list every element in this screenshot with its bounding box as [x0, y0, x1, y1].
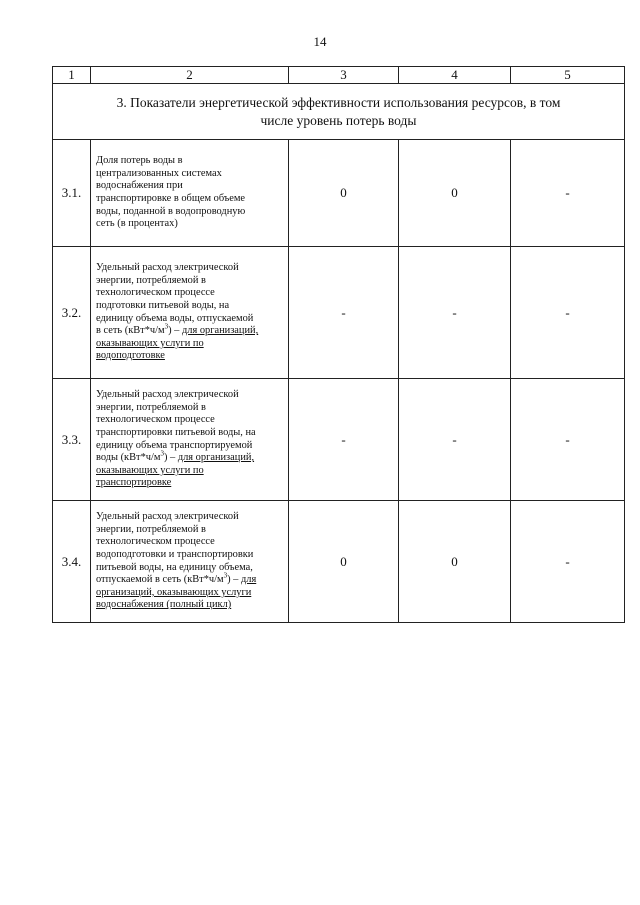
value-col-3: 0 [289, 501, 399, 623]
value-col-5: - [511, 501, 625, 623]
header-cell-2: 2 [91, 67, 289, 84]
value-col-5: - [511, 247, 625, 379]
row-number: 3.2. [53, 247, 91, 379]
desc-line: водоподготовки и транспортировки [96, 548, 254, 560]
value-col-4: - [399, 379, 511, 501]
desc-underlined-line: оказывающих услуги по [96, 337, 204, 349]
row-number: 3.4. [53, 501, 91, 623]
value-col-3: - [289, 247, 399, 379]
unit-prefix: отпускаемой в сеть (кВт*ч/м [96, 574, 224, 586]
section-row [53, 84, 625, 140]
unit-underlined: для организаций, [181, 325, 259, 337]
value-col-5: - [511, 379, 625, 501]
desc-line: централизованных системах [96, 167, 222, 179]
desc-unit-line [96, 322, 284, 338]
section-title [53, 84, 625, 140]
desc-line: воды, поданной в водопроводную [96, 205, 246, 217]
section-title-line-2: числе уровень потерь воды [260, 112, 417, 128]
desc-line: энергии, потребляемой в [96, 523, 206, 535]
row-number: 3.3. [53, 379, 91, 501]
desc-line: энергии, потребляемой в [96, 274, 206, 286]
desc-line: Удельный расход электрической [96, 511, 239, 523]
header-cell-3: 3 [289, 67, 399, 84]
value-col-4: 0 [399, 501, 511, 623]
row-description [91, 247, 289, 379]
desc-underlined-line: оказывающих услуги по [96, 464, 204, 476]
desc-unit-line [96, 571, 284, 587]
value-col-4: - [399, 247, 511, 379]
desc-line: Удельный расход электрической [96, 262, 239, 274]
value-col-4: 0 [399, 140, 511, 247]
row-number: 3.1. [53, 140, 91, 247]
desc-line: транспортировки питьевой воды, на [96, 426, 256, 438]
unit-prefix: в сеть (кВт*ч/м [96, 325, 165, 337]
header-row [53, 67, 625, 84]
table-row [53, 501, 625, 623]
unit-underlined: для организаций, [177, 452, 255, 464]
desc-line: единицу объема транспортируемой [96, 439, 253, 451]
desc-line: Доля потерь воды в [96, 155, 183, 167]
header-cell-5: 5 [511, 67, 625, 84]
value-col-5: - [511, 140, 625, 247]
indicators-table [52, 66, 625, 623]
desc-line: сеть (в процентах) [96, 218, 178, 230]
desc-line: энергии, потребляемой в [96, 401, 206, 413]
unit-sup: 3 [160, 449, 164, 458]
unit-suffix: ) – [163, 452, 178, 464]
desc-line: водоснабжения при [96, 180, 183, 192]
unit-underlined: для [240, 574, 257, 586]
row-description [91, 379, 289, 501]
desc-underlined-line: водоподготовке [96, 350, 165, 362]
row-description [91, 501, 289, 623]
unit-prefix: воды (кВт*ч/м [96, 452, 161, 464]
desc-line: технологическом процессе [96, 287, 215, 299]
page-number: 14 [313, 34, 327, 49]
section-title-line-1: 3. Показатели энергетической эффективности использования ресурсов, в том [116, 94, 561, 110]
desc-line: подготовки питьевой воды, на [96, 299, 230, 311]
header-cell-4: 4 [399, 67, 511, 84]
unit-suffix: ) – [168, 325, 182, 337]
desc-line: питьевой воды, на единицу объема, [96, 561, 253, 573]
desc-line: транспортировке в общем объеме [96, 193, 246, 204]
desc-unit-line [96, 449, 284, 465]
table-row [53, 140, 625, 247]
desc-line: технологическом процессе [96, 414, 215, 426]
desc-underlined-line: транспортировке [96, 477, 172, 489]
table-row [53, 379, 625, 501]
desc-line: Удельный расход электрической [96, 389, 239, 401]
desc-line: технологическом процессе [96, 536, 215, 548]
unit-suffix: ) – [227, 574, 241, 586]
desc-line: единицу объема воды, отпускаемой [96, 312, 254, 324]
unit-sup: 3 [223, 571, 228, 580]
value-col-3: - [289, 379, 399, 501]
value-col-3: 0 [289, 140, 399, 247]
unit-sup: 3 [164, 322, 169, 331]
table-row [53, 247, 625, 379]
desc-underlined-line: организаций, оказывающих услуги [96, 586, 252, 598]
row-description [91, 140, 289, 247]
header-cell-1: 1 [53, 67, 91, 84]
desc-underlined-line: водоснабжения (полный цикл) [96, 599, 232, 611]
